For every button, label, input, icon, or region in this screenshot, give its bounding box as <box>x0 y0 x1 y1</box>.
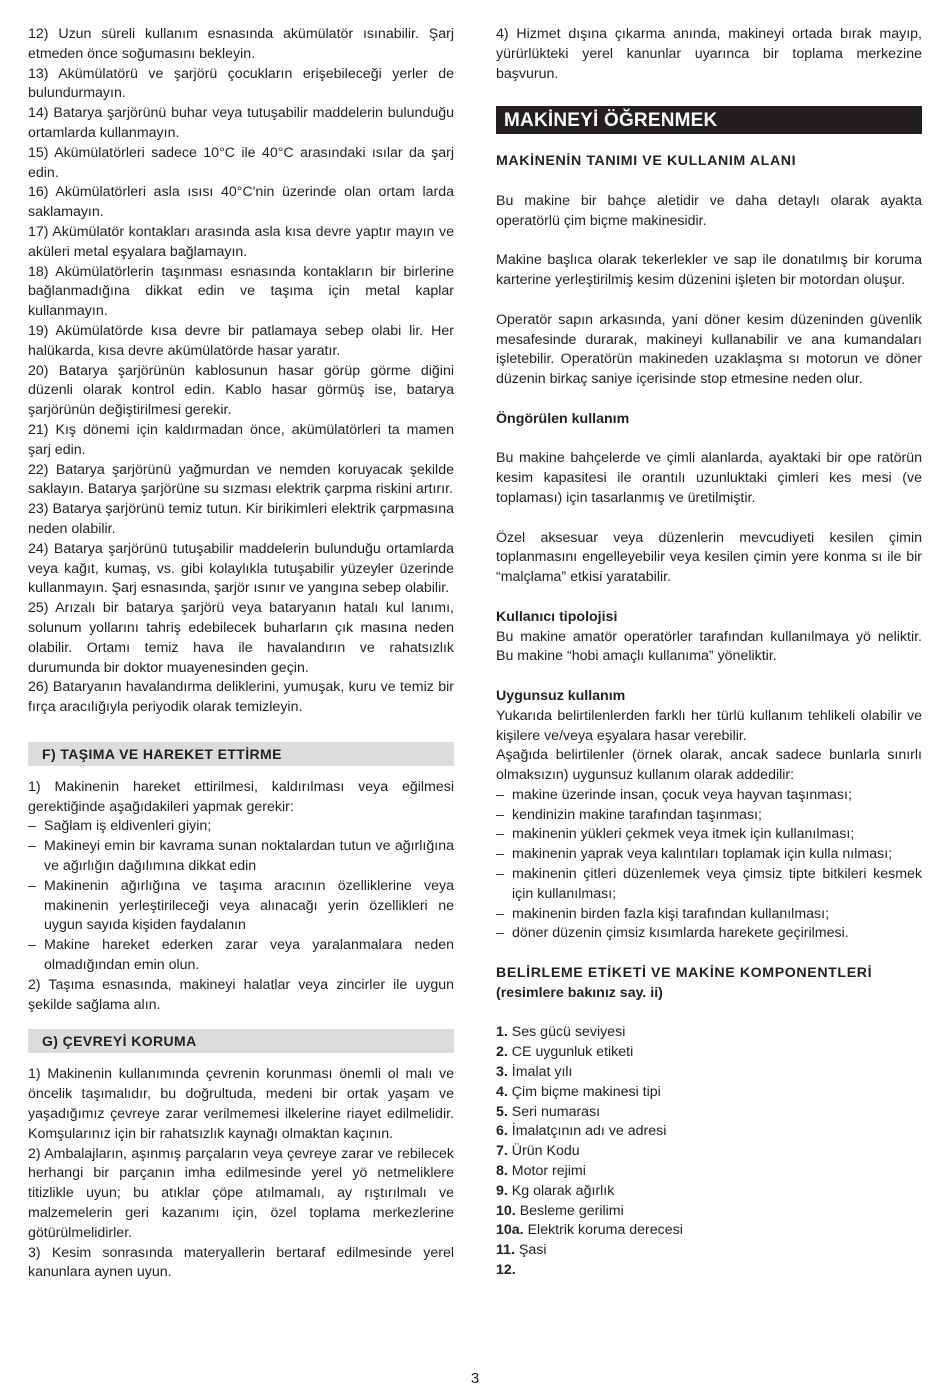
paragraph: Bu makine amatör operatörler tarafından kullanılmaya yö neliktir. Bu makine “hobi amaçlı kullanıma” yöneliktir. <box>496 628 922 665</box>
list-item: – Makineyi emin bir kavrama sunan noktalardan tutun ve ağırlığına ve ağırlığın dağılımına dikkat edin <box>28 838 454 875</box>
main-section-title: MAKİNEYİ ÖĞRENMEK <box>496 106 922 134</box>
paragraph-15: 15) Akümülatörleri sadece 10°C ile 40°C arasındaki ısılar da şarj edin. <box>28 144 454 181</box>
paragraph-26: 26) Bataryanın havalandırma deliklerini, yumuşak, kuru ve temiz bir fırça aracılığıyla periyodik olarak temizleyin. <box>28 679 454 716</box>
component-item: 1. Ses gücü seviyesi <box>496 1024 626 1041</box>
component-item: 11. Şasi <box>496 1242 547 1259</box>
list-item: – makine üzerinde insan, çocuk veya hayvan taşınması; <box>496 786 852 803</box>
paragraph: Bu makine bahçelerde ve çimli alanlarda, ayaktaki bir ope ratörün kesim kapasitesi ile orantılı uzunluktaki çimleri kes mesi (ve toplaması) için tasarlanmış ve üretilmiştir. <box>496 450 922 506</box>
component-item: 2. CE uygunluk etiketi <box>496 1044 634 1061</box>
heading-user-typology: Kullanıcı tipolojisi <box>496 608 618 625</box>
section-g-item-3: 3) Kesim sonrasında materyallerin bertaraf edilmesinde yerel kanunlara aynen uyun. <box>28 1244 454 1281</box>
component-item: 6. İmalatçının adı ve adresi <box>496 1123 667 1140</box>
section-f-heading: F) TAŞIMA VE HAREKET ETTİRME <box>28 742 454 766</box>
page-number: 3 <box>470 1370 480 1387</box>
list-item: – kendinizin makine tarafından taşınması; <box>496 806 762 823</box>
right-column <box>496 25 922 1281</box>
list-item: – makinenin birden fazla kişi tarafından kullanılması; <box>496 905 830 922</box>
component-item: 10a. Elektrik koruma derecesi <box>496 1222 683 1239</box>
section-g-item-2: 2) Ambalajların, aşınmış parçaların veya çevreye zarar ve rebilecek herhangi bir parçanın imha edilmesinde yerel yö netmeliklere titizlikle uyun; bu atıklar çöpe atılmamalı, ay rıştırılmalı ve malzemelerin geri kazanımı için, özel toplama merkezlerine götürülmelidirler. <box>28 1145 454 1241</box>
paragraph: Bu makine bir bahçe aletidir ve daha detaylı olarak ayakta operatörlü çim biçme makinesidir. <box>496 192 922 229</box>
paragraph-18: 18) Akümülatörlerin taşınması esnasında kontakların bir birlerine bağlanmadığına dikkat edin ve taşıma için metal kaplar kullanmayın. <box>28 263 454 320</box>
section-f-outro: 2) Taşıma esnasında, makineyi halatlar veya zincirler ile uygun şekilde sağlama alın. <box>28 976 454 1013</box>
paragraph-20: 20) Batarya şarjörünün kablosunun hasar görüp görme diğini düzenli olarak kontrol edin. Kablo hasar görmüş ise, batarya şarjörünün değiştirilmesi gerekir. <box>28 362 454 419</box>
list-item: – makinenin çitleri düzenlemek veya çimsiz tipte bitkileri kesmek için kullanılması; <box>496 866 922 902</box>
section-g-item-4: 4) Hizmet dışına çıkarma anında, makineyi ortada bırak mayıp, yürürlükteki yerel kanunlar uyarınca bir toplama merkezine başvurun. <box>496 26 922 82</box>
label-section-title: BELİRLEME ETİKETİ VE MAKİNE KOMPONENTLERİ <box>496 965 873 982</box>
list-item: – Sağlam iş eldivenleri giyin; <box>28 818 212 835</box>
paragraph-14: 14) Batarya şarjörünü buhar veya tutuşabilir maddelerin bulunduğu ortamlarda kullanmayın. <box>28 105 454 141</box>
component-item: 12. <box>496 1262 516 1279</box>
paragraph-21: 21) Kış dönemi için kaldırmadan önce, akümülatörleri ta mamen şarj edin. <box>28 421 454 458</box>
list-item: – döner düzenin çimsiz kısımlarda harekete geçirilmesi. <box>496 925 849 942</box>
paragraph: Yukarıda belirtilenlerden farklı her türlü kullanım tehlikeli olabilir ve kişilere ve/veya eşyalara hasar verebilir. <box>496 707 922 744</box>
paragraph-23: 23) Batarya şarjörünü temiz tutun. Kir birikimleri elektrik çarpmasına neden olabilir. <box>28 501 454 537</box>
heading-improper-use: Uygunsuz kullanım <box>496 687 626 704</box>
component-item: 5. Seri numarası <box>496 1103 601 1120</box>
paragraph-24: 24) Batarya şarjörünü tutuşabilir maddelerin bulunduğu ortamlarda veya kağıt, kumaş, vs. gibi kolaylıkla tutuşabilir yüzeyler üzerinde kullanmayın. Şarj esnasında, şarjör ısınır ve yangına sebep olabilir. <box>28 540 454 597</box>
section-g-item-1: 1) Makinenin kullanımında çevrenin korunması önemli ol malı ve öncelik taşımalıdır, bu doğrultuda, medeni bir ortak yaşam ve yaşadığımız çevreye zarar verilmemesi ilkelerine riayet edilmelidir. Komşularınız için bir rahatsızlık kaynağı olmaktan kaçının. <box>28 1066 454 1142</box>
paragraph: Özel aksesuar veya düzenlerin mevcudiyeti kesilen çimin toplanmasını engelleyebilir veya kesilen çimin yere konma sı ile bir “malçlama” etkisi yaratabilir. <box>496 529 922 586</box>
heading-intended-use: Öngörülen kullanım <box>496 410 630 427</box>
left-column <box>28 25 454 1283</box>
paragraph-12: 12) Uzun süreli kullanım esnasında akümülatör ısınabilir. Şarj etmeden önce soğumasını bekleyin. <box>28 26 454 62</box>
paragraph-13: 13) Akümülatörü ve şarjörü çocukların erişebileceği yerler de bulundurmayın. <box>28 65 454 102</box>
component-item: 10. Besleme gerilimi <box>496 1202 624 1219</box>
paragraph-16: 16) Akümülatörleri asla ısısı 40°C'nin üzerinde olan ortam larda saklamayın. <box>28 184 454 221</box>
paragraph-19: 19) Akümülatörde kısa devre bir patlamaya sebep olabi lir. Her halükarda, kısa devre akümülatörde hasar yaratır. <box>28 322 454 359</box>
component-item: 3. İmalat yılı <box>496 1064 573 1081</box>
paragraph-17: 17) Akümülatör kontakları arasında asla kısa devre yaptır mayın ve aküleri metal eşyalara bağlamayın. <box>28 223 454 260</box>
list-item: – Makine hareket ederken zarar veya yaralanmalara neden olmadığından emin olun. <box>28 937 454 974</box>
paragraph-25: 25) Arızalı bir batarya şarjörü veya bataryanın hatalı kul lanımı, solunum yollarını tahriş edebilecek buharların çık masına neden olabilir. Ortamı temiz hava ile havalandırın ve rahatsızlık durumunda bir doktor muayenesinden geçin. <box>28 600 454 676</box>
paragraph: Operatör sapın arkasında, yani döner kesim düzeninden güvenlik mesafesinde durarak, makineyi kullanabilir ve ana kumandaları işletebilir. Operatörün makineden uzaklaşma sı motorun ve döner düzenin birkaç saniye içerisinde stop etmesine neden olur. <box>496 311 922 388</box>
component-item: 8. Motor rejimi <box>496 1163 586 1180</box>
list-item: – makinenin yaprak veya kalıntıları toplamak için kulla nılması; <box>496 846 893 863</box>
label-section-subtitle: (resimlere bakınız say. ii) <box>496 984 663 1001</box>
paragraph: Aşağıda belirtilenler (örnek olarak, ancak sadece bunlarla sınırlı olmaksızın) uygunsuz kullanım olarak addedilir: <box>496 747 922 784</box>
section-f-intro: 1) Makinenin hareket ettirilmesi, kaldırılması veya eğilmesi gerektiğinde aşağıdakileri yapmak gerekir: <box>28 778 454 815</box>
component-item: 4. Çim biçme makinesi tipi <box>496 1083 661 1100</box>
paragraph-22: 22) Batarya şarjörünü yağmurdan ve nemden koruyacak şekilde saklayın. Batarya şarjörüne su sızması elektrik çarpma riskini artırır. <box>28 461 454 498</box>
section-g-heading: G) ÇEVREYİ KORUMA <box>28 1029 454 1053</box>
component-item: 9. Kg olarak ağırlık <box>496 1182 615 1199</box>
subsection-title: MAKİNENİN TANIMI VE KULLANIM ALANI <box>496 153 797 170</box>
list-item: – makinenin yükleri çekmek veya itmek için kullanılması; <box>496 826 855 843</box>
component-item: 7. Ürün Kodu <box>496 1143 580 1160</box>
list-item: – Makinenin ağırlığına ve taşıma aracının özelliklerine veya makinenin yerleştirileceği veya alınacağı yerin özellikleri ne uygun sayıda kişiden faydalanın <box>28 877 454 934</box>
paragraph: Makine başlıca olarak tekerlekler ve sap ile donatılmış bir koruma karterine yerleştirilmiş kesim düzenini işleten bir motordan oluşur. <box>496 252 922 289</box>
